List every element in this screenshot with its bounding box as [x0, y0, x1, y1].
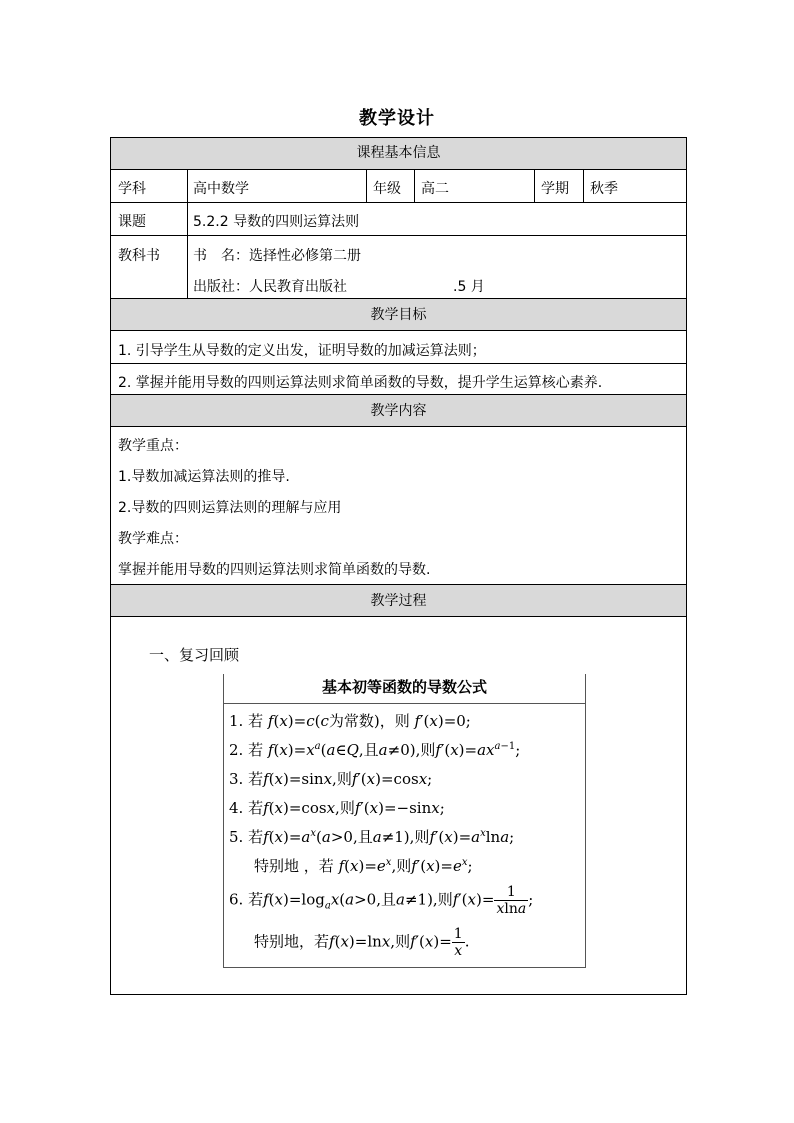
book-name: 书 名：选择性必修第二册	[193, 248, 361, 264]
subject-value: 高中数学	[193, 181, 249, 197]
topic-label: 课题	[118, 214, 146, 230]
column-divider	[583, 170, 584, 202]
difficulty-label: 教学难点：	[118, 531, 188, 547]
subject-label: 学科	[118, 181, 146, 197]
row-divider	[111, 202, 686, 203]
column-divider	[187, 170, 188, 298]
key-points-label: 教学重点：	[118, 438, 188, 454]
term-label: 学期	[541, 181, 569, 197]
review-heading: 一、复习回顾	[149, 646, 240, 664]
row-divider	[111, 235, 686, 236]
lesson-plan-table	[110, 137, 687, 995]
column-divider	[366, 170, 367, 202]
derivative-formula-box	[223, 674, 586, 968]
column-divider	[534, 170, 535, 202]
grade-value: 高二	[421, 181, 449, 197]
formula-2: 2. 若 $f(x)=x^a(a\in Q$,且a≠0),则$f'(x)=ax^{a-1}$;	[229, 741, 521, 759]
section-goals: 教学目标	[111, 298, 686, 331]
key-point-item: 2.导数的四则运算法则的理解与应用	[118, 500, 342, 516]
formula-3: 3. 若f(x)=sinx,则f′(x)=cosx;	[229, 770, 433, 788]
formula-6: 6. 若$f(x)=\log_ax(a>0$,且a≠1),则f′(x)= $\frac{1}{xlna}$ ;	[229, 884, 534, 917]
formula-1: 1. 若 f(x)=c(c为常数)，则 f′(x)=0;	[229, 712, 471, 730]
topic-value: 5.2.2 导数的四则运算法则	[193, 214, 360, 230]
publisher: 出版社：人民教育出版社	[193, 279, 347, 295]
term-value: 秋季	[590, 181, 618, 197]
textbook-label: 教科书	[118, 248, 160, 264]
special-case-label: 特别地	[254, 932, 300, 951]
key-point-item: 1.导数加减运算法则的推导.	[118, 469, 290, 485]
formula-box-title: 基本初等函数的导数公式	[224, 676, 585, 704]
row-divider	[111, 363, 686, 364]
grade-label: 年级	[373, 181, 401, 197]
page-title: 教学设计	[359, 108, 435, 129]
column-divider	[414, 170, 415, 202]
goal-item: 2. 掌握并能用导数的四则运算法则求简单函数的导数，提升学生运算核心素养.	[118, 375, 603, 391]
difficulty-text: 掌握并能用导数的四则运算法则求简单函数的导数.	[118, 562, 431, 578]
publish-date: .5 月	[453, 279, 485, 295]
formula-4: 4. 若f(x)=cosx,则f′(x)=−sinx;	[229, 799, 445, 817]
formula-5: 5. 若$f(x)=a^x(a>0$,且a≠1),则$f'(x)=a^x\ln a$;	[229, 828, 515, 846]
special-case-label: 特别地	[254, 857, 300, 875]
formula-5-special: 特别地 ，若 $f(x)=e^x$,则$f'(x)=e^x$;	[254, 857, 473, 875]
goal-item: 1. 引导学生从导数的定义出发，证明导数的加减运算法则；	[118, 343, 486, 359]
section-content: 教学内容	[111, 394, 686, 427]
formula-6-special: 特别地，若f(x)=lnx,则f′(x)= $\frac{1}{x}$ .	[254, 926, 470, 959]
section-process: 教学过程	[111, 584, 686, 617]
section-basic-info: 课程基本信息	[111, 138, 686, 170]
